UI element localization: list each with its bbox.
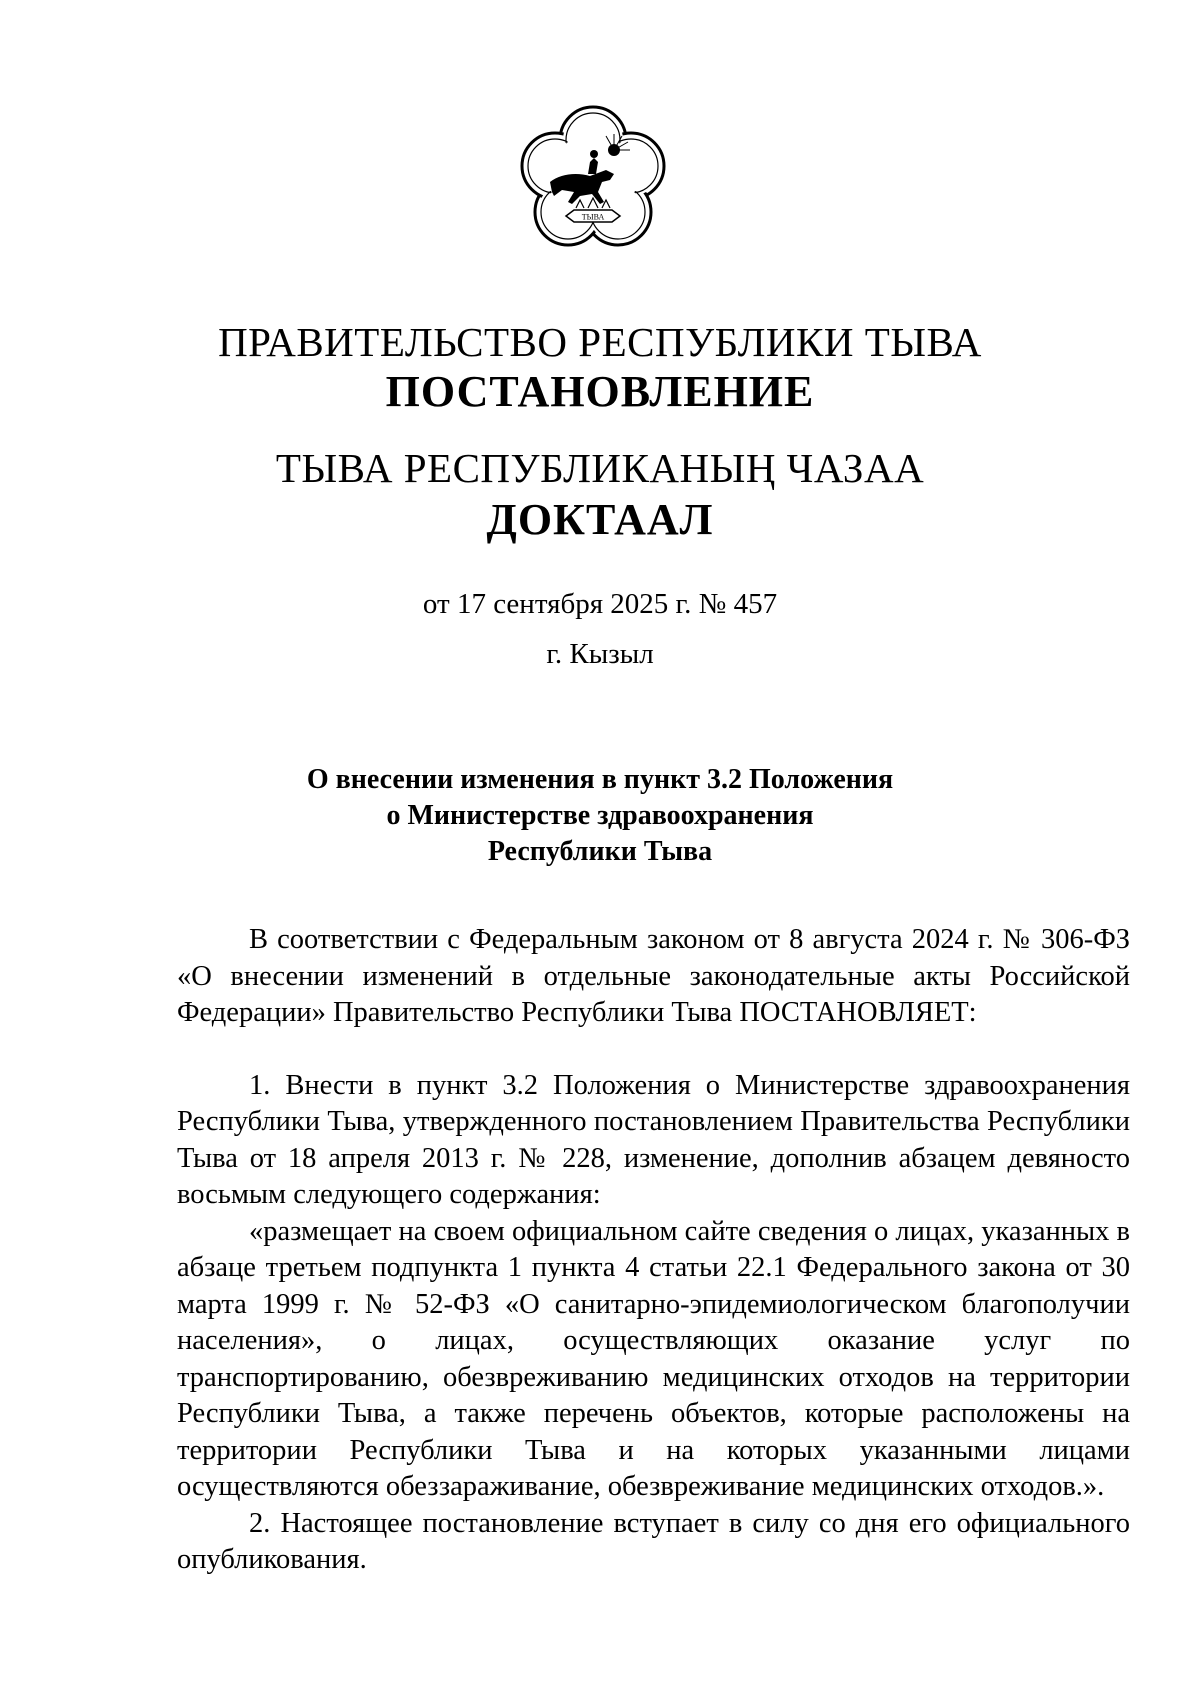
document-body	[177, 922, 1130, 1579]
tyva-coat-of-arms-icon	[518, 104, 668, 254]
item-1-paragraph: 1. Внести в пункт 3.2 Положения о Министерстве здравоохранения Республики Тыва, утвержденного постановлением Правительства Республики Тыва от 18 апреля 2013 г. № 228, изменение, дополнив абзацем девяносто восьмым следующего содержания:	[177, 1069, 1130, 1210]
document-date-number: от 17 сентября 2025 г. № 457	[422, 588, 778, 620]
document-type-tyv: ДОКТААЛ	[486, 495, 714, 544]
preamble-paragraph: В соответствии с Федеральным законом от 8 августа 2024 г. № 306-ФЗ «О внесении изменений в отдельные законодательные акты Российской Федерации» Правительство Республики Тыва ПОСТАНОВЛЯЕТ:	[177, 924, 1130, 1028]
title-line: О внесении изменения в пункт 3.2 Положения	[306, 764, 894, 795]
document-title	[0, 762, 1200, 870]
government-name-ru: ПРАВИТЕЛЬСТВО РЕСПУБЛИКИ ТЫВА	[218, 319, 982, 365]
svg-text:ТЫВА: ТЫВА	[581, 212, 605, 222]
document-city: г. Кызыл	[546, 638, 654, 670]
title-line: Республики Тыва	[487, 836, 713, 867]
government-name-tyv: ТЫВА РЕСПУБЛИКАНЫҢ ЧАЗАА	[275, 445, 925, 491]
title-line: о Министерстве здравоохранения	[386, 800, 814, 831]
document-type-ru: ПОСТАНОВЛЕНИЕ	[385, 367, 815, 416]
quoted-paragraph: «размещает на своем официальном сайте сведения о лицах, указанных в абзаце третьем подпункта 1 пункта 4 статьи 22.1 Федерального закона от 30 марта 1999 г. № 52-ФЗ «О санитарно-эпидемиологическом благополучии населения», о лицах, осуществляющих оказание услуг по транспортированию, обезвреживанию медицинских отходов на территории Республики Тыва, а также перечень объектов, которые расположены на территории Республики Тыва и на которых указанными лицами осуществляются обеззараживание, обезвреживание медицинских отходов.».	[177, 1215, 1130, 1502]
item-2-paragraph: 2. Настоящее постановление вступает в силу со дня его официального опубликования.	[177, 1507, 1130, 1575]
